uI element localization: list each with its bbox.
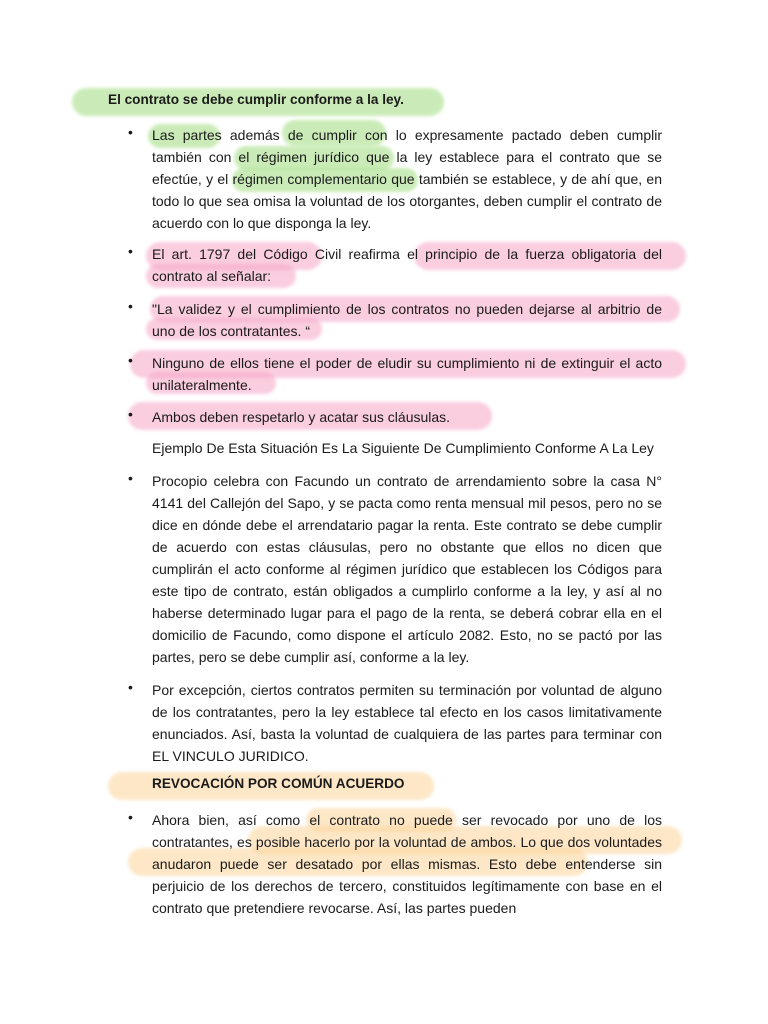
bullet-7: • [128,679,133,695]
list-item-3: "La validez y el cumplimiento de los contratos no pueden dejarse al arbitrio de uno de los contratantes. “ [152,301,662,339]
bullet-2: • [128,243,133,259]
list-item-1: Las partes además de cumplir con lo expresamente pactado deben cumplir también con el régimen jurídico que la ley establece para el contrato que se efectúe, y el régimen complementario que también se establece, y de ahí que, en todo lo que sea omisa la voluntad de los otorgantes, deben cumplir el contrato de acuerdo con lo que disponga la ley. [152,127,662,231]
list-item-5: Ambos deben respetarlo y acatar sus cláusulas. [152,409,451,425]
section-heading: El contrato se debe cumplir conforme a la ley. [108,92,404,107]
bullet-4: • [128,352,133,368]
list-item-2: El art. 1797 del Código Civil reafirma el principio de la fuerza obligatoria del contrato al señalar: [152,246,662,284]
list-item-8: Ahora bien, así como el contrato no puede ser revocado por uno de los contratantes, es posible hacerlo por la voluntad de ambos. Lo que dos voluntades anudaron puede ser desatado por ellas mismas. Esto debe entenderse sin perjuicio de los derechos de tercero, constituidos legítimamente con base en el contrato que pretendiere revocarse. Así, las partes pueden [152,812,662,916]
bullet-1: • [128,124,133,140]
bullet-5: • [128,406,133,422]
list-item-7: Por excepción, ciertos contratos permiten su terminación por voluntad de alguno de los contratantes, pero la ley establece tal efecto en los casos limitativamente enunciados. Así, basta la voluntad de cualquiera de las partes para terminar con EL VINCULO JURIDICO. [152,682,662,764]
list-item-6: Procopio celebra con Facundo un contrato de arrendamiento sobre la casa N° 4141 del Callejón del Sapo, y se pacta como renta mensual mil pesos, pero no se dice en dónde debe el arrendatario pagar la renta. Este contrato se debe cumplir de acuerdo con estas cláusulas, pero no obstante que ellos no dicen que cumplirán el acto conforme al régimen jurídico que establecen los Códigos para este tipo de contrato, están obligados a cumplirlo conforme a la ley, y así al no haberse determinado lugar para el pago de la renta, se deberá cobrar ella en el domicilio de Facundo, como dispone el artículo 2082. Esto, no se pactó por las partes, pero se debe cumplir así, conforme a la ley. [152,473,662,665]
subheading: REVOCACIÓN POR COMÚN ACUERDO [152,776,405,791]
bullet-3: • [128,298,133,314]
bullet-8: • [128,809,133,825]
example-title: Ejemplo De Esta Situación Es La Siguiente De Cumplimiento Conforme A La Ley [152,440,654,456]
bullet-6: • [128,470,133,486]
list-item-4: Ninguno de ellos tiene el poder de eludir su cumplimiento ni de extinguir el acto unilateralmente. [152,355,662,393]
